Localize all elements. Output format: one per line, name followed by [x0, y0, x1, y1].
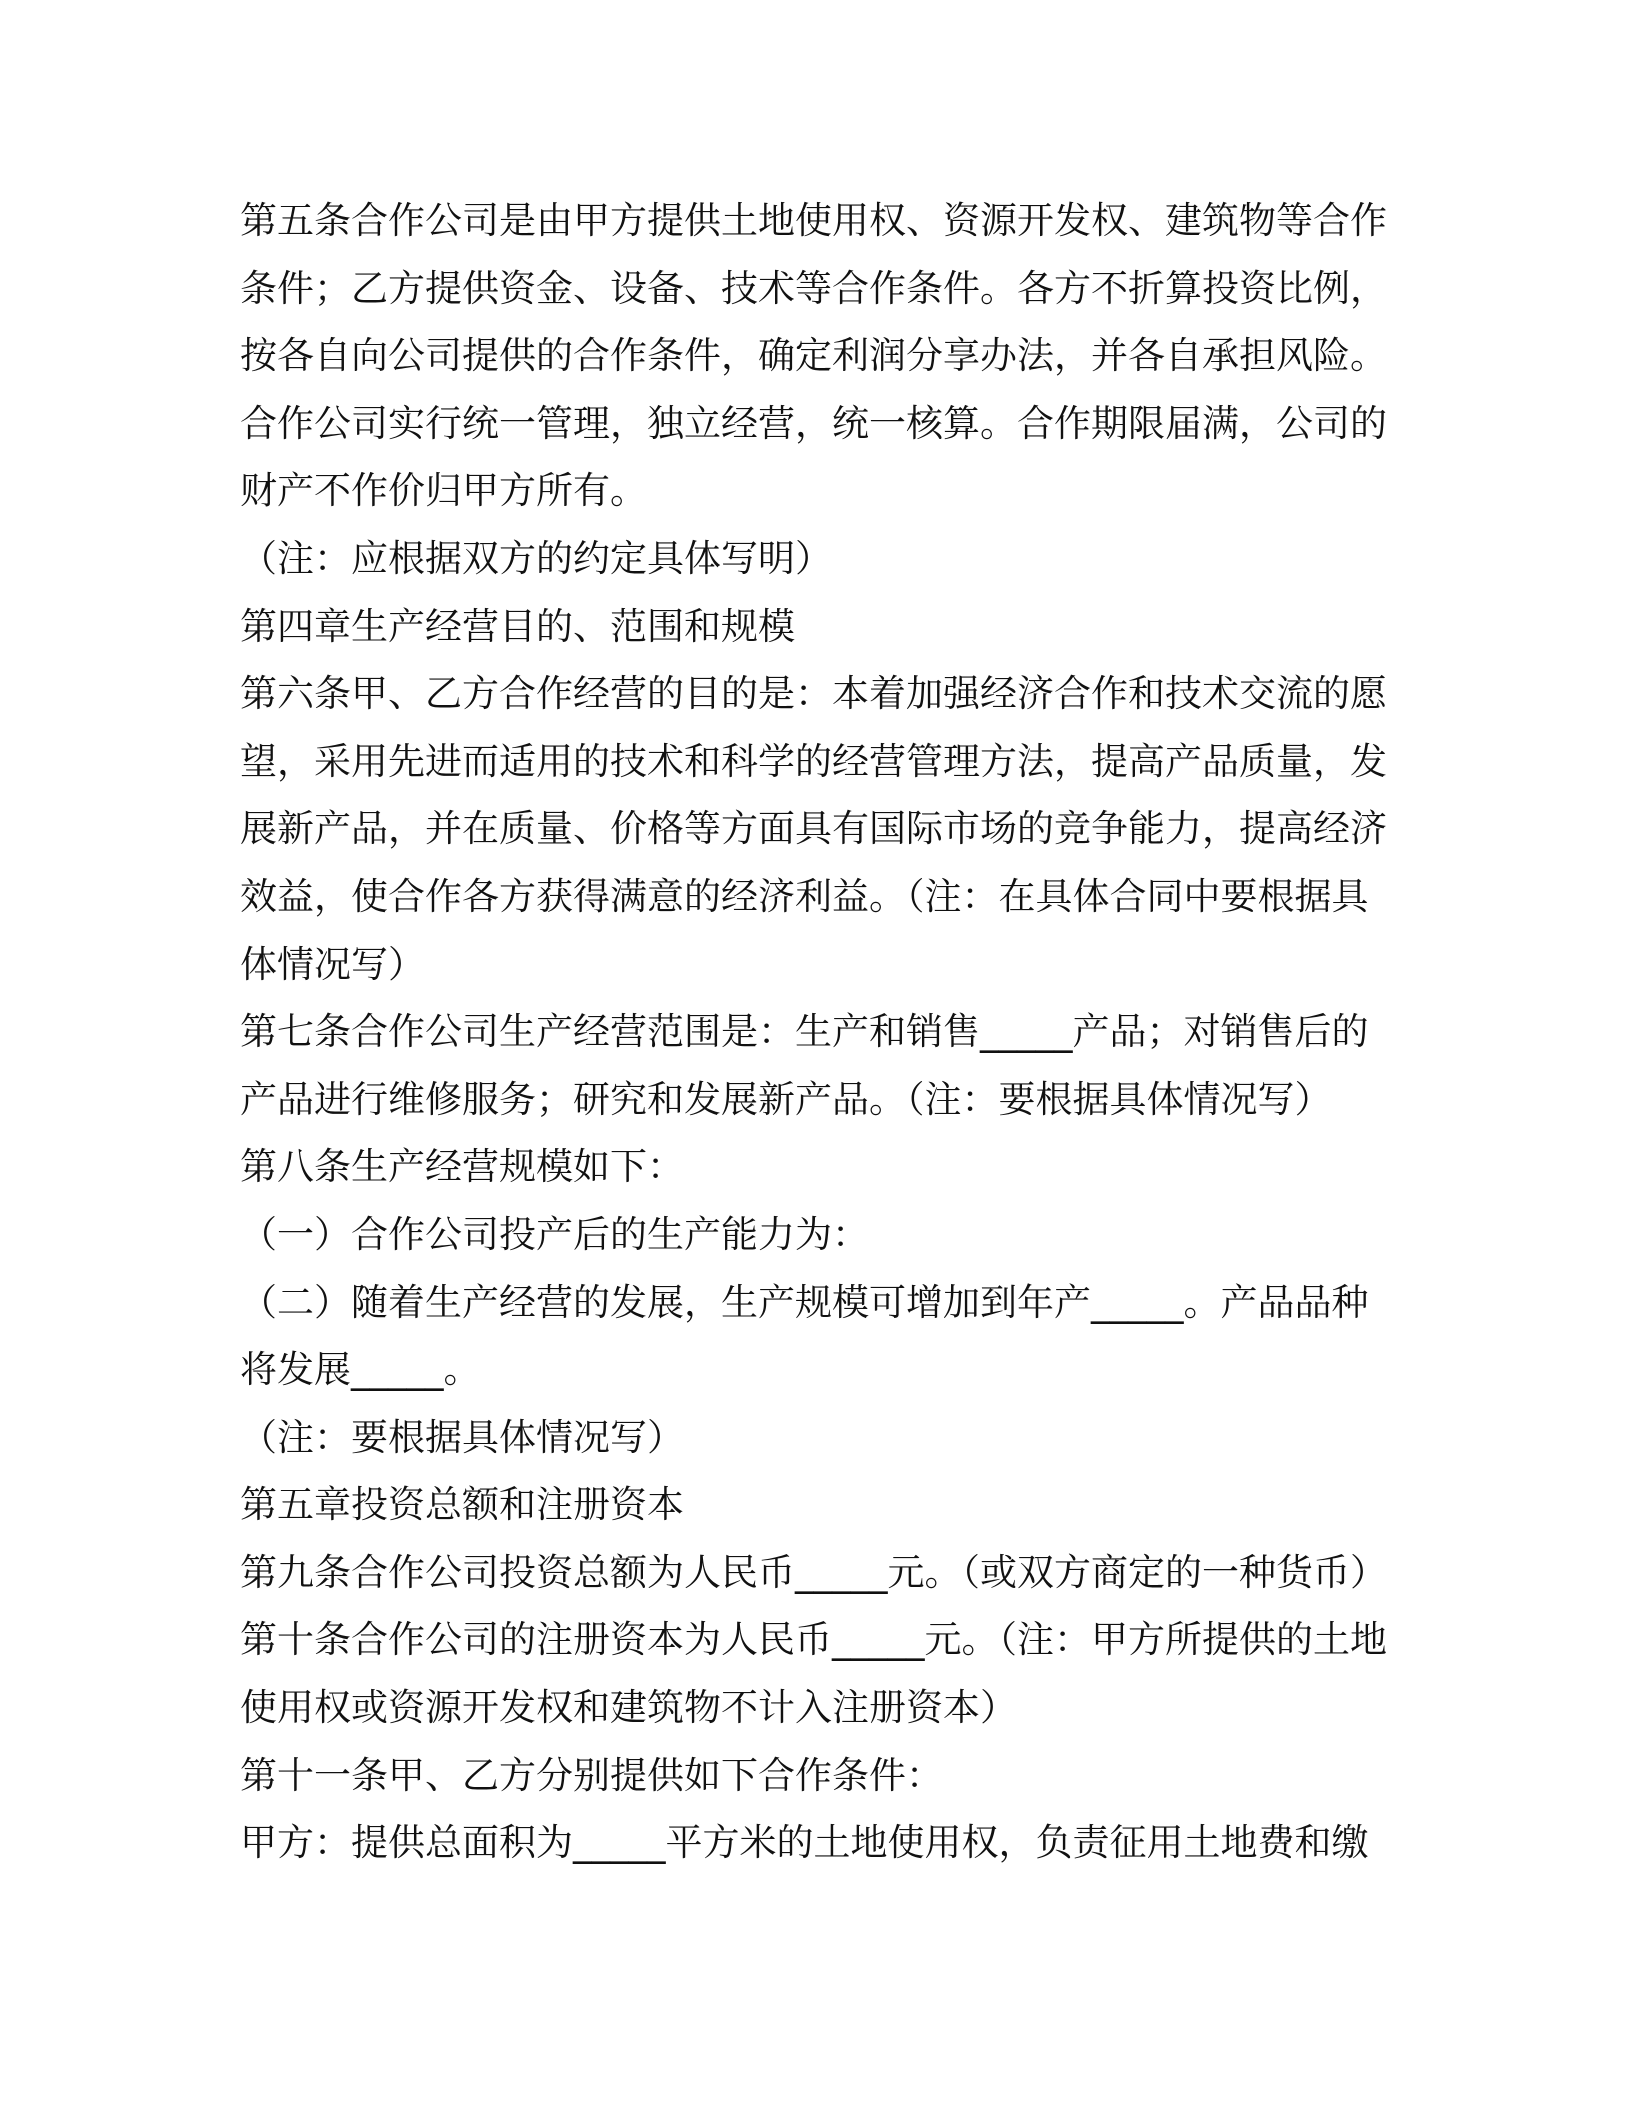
- text-line: 第五条合作公司是由甲方提供土地使用权、资源开发权、建筑物等合作: [240, 199, 1387, 242]
- text-line: 第十条合作公司的注册资本为人民币_____元。（注：甲方所提供的土地: [240, 1618, 1387, 1662]
- text-line: 甲方：提供总面积为_____平方米的土地使用权，负责征用土地费和缴: [240, 1821, 1369, 1865]
- text-line: 合作公司实行统一管理，独立经营，统一核算。合作期限届满，公司的: [240, 401, 1387, 445]
- text-line: 条件；乙方提供资金、设备、技术等合作条件。各方不折算投资比例，: [240, 266, 1387, 310]
- note-line: （注：要根据具体情况写）: [240, 1415, 684, 1459]
- list-item: （一）合作公司投产后的生产能力为：: [240, 1212, 869, 1256]
- text-line: 第九条合作公司投资总额为人民币_____元。（或双方商定的一种货币）: [240, 1550, 1387, 1594]
- note-line: （注：应根据双方的约定具体写明）: [240, 536, 832, 580]
- text-line: 展新产品，并在质量、价格等方面具有国际市场的竞争能力，提高经济: [240, 807, 1387, 851]
- text-line: 望，采用先进而适用的技术和科学的经营管理方法，提高产品质量，发: [240, 739, 1387, 783]
- text-line: 第十一条甲、乙方分别提供如下合作条件：: [240, 1753, 943, 1797]
- text-line: 效益，使合作各方获得满意的经济利益。（注：在具体合同中要根据具: [240, 874, 1369, 918]
- list-item: （二）随着生产经营的发展，生产规模可增加到年产_____。产品品种: [240, 1280, 1369, 1324]
- text-line: 第七条合作公司生产经营范围是：生产和销售_____产品；对销售后的: [240, 1010, 1369, 1054]
- text-line: 按各自向公司提供的合作条件，确定利润分享办法，并各自承担风险。: [240, 334, 1387, 378]
- chapter-heading: 第四章生产经营目的、范围和规模: [240, 604, 795, 648]
- text-line: 第六条甲、乙方合作经营的目的是：本着加强经济合作和技术交流的愿: [240, 672, 1387, 716]
- text-line: 财产不作价归甲方所有。: [240, 469, 647, 513]
- text-line: 将发展_____。: [240, 1348, 481, 1392]
- text-line: 使用权或资源开发权和建筑物不计入注册资本）: [240, 1686, 1017, 1730]
- document-body: [240, 187, 1400, 1877]
- text-line: 体情况写）: [240, 942, 425, 986]
- text-line: 产品进行维修服务；研究和发展新产品。（注：要根据具体情况写）: [240, 1077, 1332, 1121]
- text-line: 第八条生产经营规模如下：: [240, 1145, 684, 1189]
- chapter-heading: 第五章投资总额和注册资本: [240, 1483, 684, 1527]
